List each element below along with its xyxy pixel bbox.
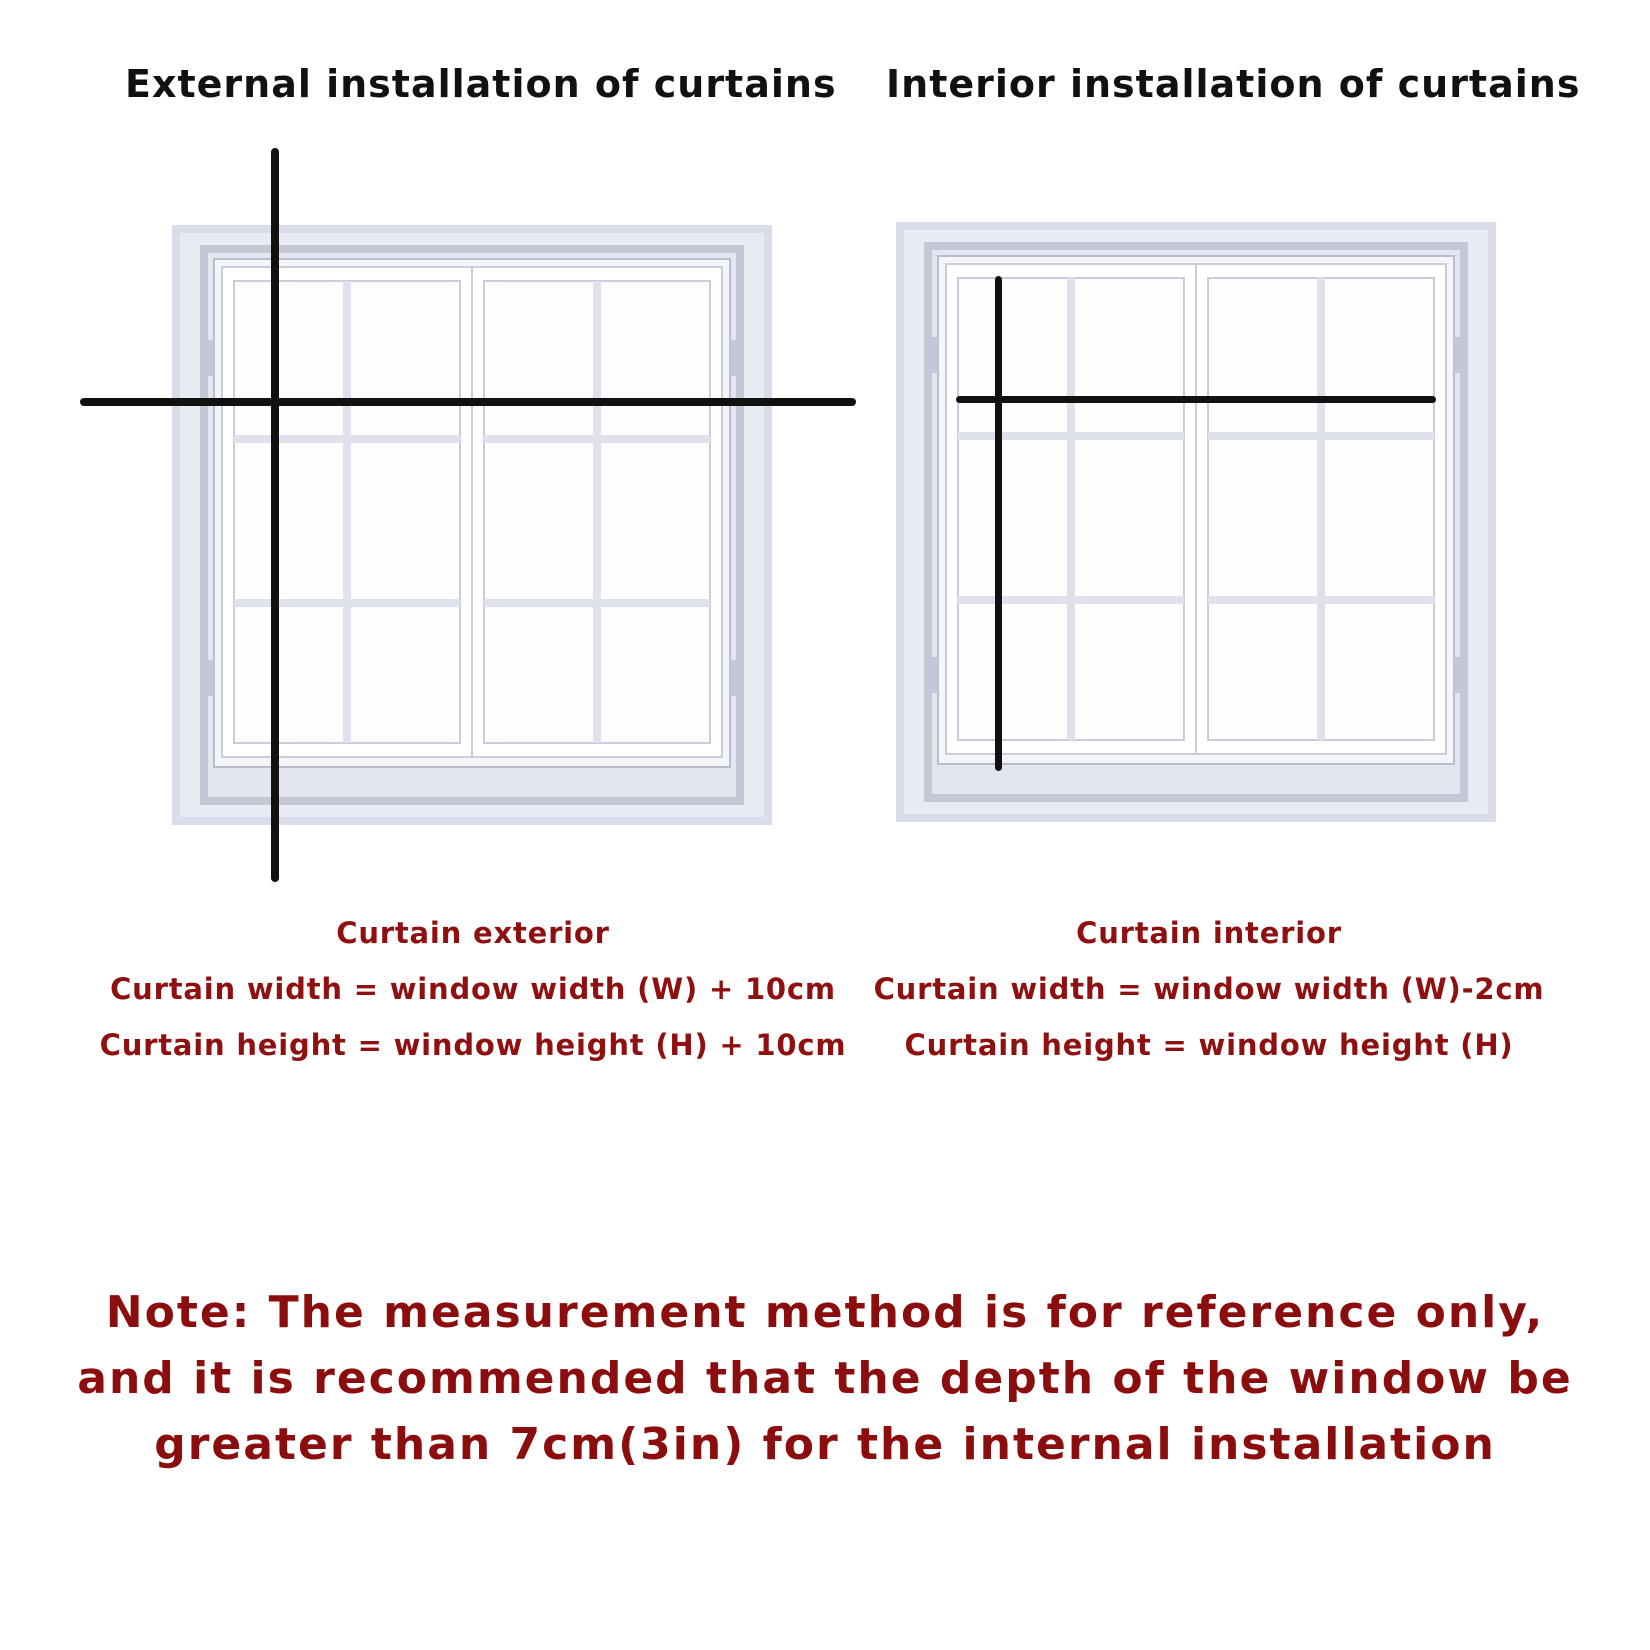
external-window-illustration — [172, 225, 772, 825]
curtain-interior-heading: Curtain interior — [1076, 916, 1342, 950]
interior-window-illustration — [896, 222, 1496, 822]
external-installation-title: External installation of curtains — [125, 62, 837, 106]
interior-installation-title: Interior installation of curtains — [886, 62, 1581, 106]
exterior-height-formula: Curtain height = window height (H) + 10cm — [99, 1028, 847, 1062]
curtain-exterior-heading: Curtain exterior — [336, 916, 610, 950]
external-height-measure-line — [271, 148, 279, 882]
note-line-1: Note: The measurement method is for reference only, — [105, 1287, 1545, 1338]
interior-height-measure-line — [995, 276, 1002, 771]
exterior-width-formula: Curtain width = window width (W) + 10cm — [110, 972, 836, 1006]
installation-note — [75, 1280, 1575, 1478]
note-line-3: greater than 7cm(3in) for the internal installation — [154, 1419, 1496, 1470]
note-line-2: and it is recommended that the depth of the window be — [77, 1353, 1573, 1404]
interior-height-formula: Curtain height = window height (H) — [904, 1028, 1514, 1062]
interior-width-formula: Curtain width = window width (W)-2cm — [873, 972, 1545, 1006]
external-width-measure-line — [80, 398, 856, 406]
external-formula-caption — [93, 905, 853, 1073]
interior-formula-caption — [829, 905, 1589, 1073]
interior-width-measure-line — [956, 396, 1436, 403]
